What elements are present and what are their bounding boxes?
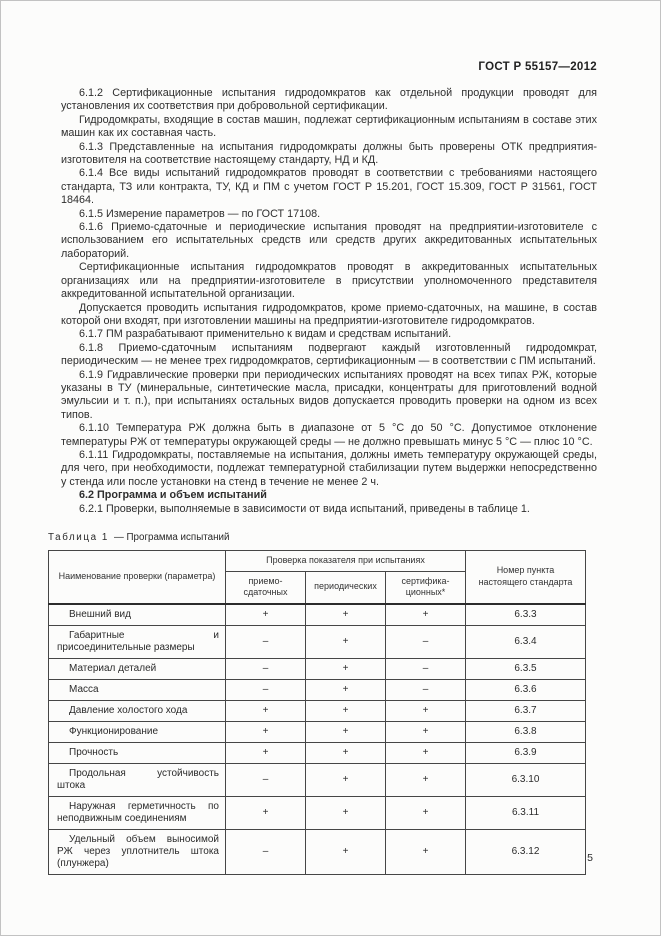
cell-periodic: + [306,829,386,874]
cell-acceptance: + [226,700,306,721]
cell-periodic: + [306,604,386,626]
paragraph-6-1-10: 6.1.10 Температура РЖ должна быть в диапазоне от 5 °С до 50 °С. Допустимое отклонение температуры РЖ от температуры окружающей среды — не должно превышать минус 5 °С — плюс 10 °С. [61,422,597,448]
col-header-clause: Номер пункта настоящего стандарта [466,551,586,604]
cell-clause: 6.3.11 [466,796,586,829]
test-program-table [48,550,586,875]
cell-clause: 6.3.3 [466,604,586,626]
table-caption [48,532,597,543]
paragraph-hydrojacks-in-machines: Гидродомкраты, входящие в состав машин, подлежат сертификационным испытаниям в составе этих машин как их составная часть. [61,113,597,140]
cell-clause: 6.3.10 [466,763,586,796]
page-number: 5 [587,852,593,864]
cell-certification: – [386,625,466,658]
paragraph-6-2-1: 6.2.1 Проверки, выполняемые в зависимости от вида испытаний, приведены в таблице 1. [79,502,530,515]
document-body [61,87,597,516]
cell-parameter: Продольная устойчивость штока [49,763,226,796]
col-header-group: Проверка показателя при испытаниях [226,551,466,572]
table-row [49,721,586,742]
table-row [49,604,586,626]
cell-acceptance: – [226,625,306,658]
paragraph-6-1-4: 6.1.4 Все виды испытаний гидродомкратов проводят в соответствии с требованиями настоящего стандарта, ТЗ или контракта, ТУ, КД и ПМ с учетом ГОСТ Р 15.201, ГОСТ 15.309, ГОСТ Р 31561, ГОСТ 18464. [61,167,597,207]
cell-certification: + [386,700,466,721]
cell-parameter: Функционирование [49,721,226,742]
table-header-row-1 [49,551,586,572]
table-row [49,796,586,829]
cell-periodic: + [306,700,386,721]
table-caption-text: — Программа испытаний [113,532,230,543]
cell-clause: 6.3.4 [466,625,586,658]
cell-acceptance: – [226,679,306,700]
cell-parameter: Материал деталей [49,658,226,679]
cell-periodic: + [306,721,386,742]
cell-periodic: + [306,679,386,700]
cell-parameter: Прочность [49,742,226,763]
cell-clause: 6.3.8 [466,721,586,742]
paragraph-6-1-2: 6.1.2 Сертификационные испытания гидродомкратов как отдельной продукции проводят для установления их соответствия при добровольной сертификации. [61,87,597,113]
table-row [49,829,586,874]
cell-periodic: + [306,796,386,829]
paragraph-certification-tests: Сертификационные испытания гидродомкратов проводят в аккредитованных испытательных организациях или на предприятии-изготовителе в присутствии уполномоченного представителя аккредитованной испытательной организации. [61,261,597,301]
cell-periodic: + [306,763,386,796]
cell-clause: 6.3.7 [466,700,586,721]
section-heading-6-2: 6.2 Программа и объем испытаний [79,489,267,502]
paragraph-6-1-8: 6.1.8 Приемо-сдаточным испытаниям подвергают каждый изготовленный гидродомкрат, периодическим — не менее трех гидродомкратов, сертификационным — в соответствии с ПМ испытаний. [61,341,597,368]
cell-parameter: Габаритные и присоединительные размеры [49,625,226,658]
cell-clause: 6.3.12 [466,829,586,874]
cell-certification: + [386,829,466,874]
cell-periodic: + [306,742,386,763]
cell-acceptance: + [226,742,306,763]
cell-parameter: Внешний вид [49,604,226,626]
col-header-parameter: Наименование проверки (параметра) [49,551,226,604]
cell-certification: + [386,721,466,742]
table-row [49,625,586,658]
cell-clause: 6.3.5 [466,658,586,679]
col-header-certification: сертифика-ционных* [386,571,466,604]
cell-parameter: Наружная герметичность по неподвижным соединениям [49,796,226,829]
cell-certification: + [386,742,466,763]
paragraph-6-1-9: 6.1.9 Гидравлические проверки при периодических испытаниях проводят на всех типах РЖ, которые указаны в ТУ (минеральные, синтетические масла, присадки, концентраты для приготовлений водной эмульсии и т. п.), при испытаниях остальных видов допускается проводить проверки на одном из всех типов. [61,368,597,421]
cell-certification: – [386,658,466,679]
cell-acceptance: – [226,658,306,679]
cell-certification: + [386,796,466,829]
cell-clause: 6.3.6 [466,679,586,700]
table-row [49,700,586,721]
col-header-periodic: периодических [306,571,386,604]
paragraph-6-1-6: 6.1.6 Приемо-сдаточные и периодические испытания проводят на предприятии-изготовителе с использованием его испытательных средств или средств других аккредитованных испытательных лабораторий. [61,221,597,260]
cell-acceptance: + [226,796,306,829]
table-row [49,679,586,700]
paragraph-allowed-tests: Допускается проводить испытания гидродомкратов, кроме приемо-сдаточных, на машине, в состав которой они входят, при изготовлении машины на предприятии-изготовителе гидродомкратов. [61,301,597,327]
cell-clause: 6.3.9 [466,742,586,763]
paragraph-6-1-5: 6.1.5 Измерение параметров — по ГОСТ 17108. [79,207,321,220]
paragraph-6-1-11: 6.1.11 Гидродомкраты, поставляемые на испытания, должны иметь температуру окружающей среды, для чего, при необходимости, подлежат температурной стабилизации путем выдержки непосредственно у стенда или после установки на стенд в течение не менее 2 ч. [61,448,597,488]
table-caption-label: Таблица 1 [48,532,109,543]
cell-acceptance: – [226,829,306,874]
cell-certification: + [386,763,466,796]
table-row [49,658,586,679]
cell-periodic: + [306,658,386,679]
cell-acceptance: + [226,604,306,626]
cell-parameter: Давление холостого хода [49,700,226,721]
cell-certification: + [386,604,466,626]
cell-parameter: Удельный объем выносимой РЖ через уплотнитель штока (плунжера) [49,829,226,874]
cell-certification: – [386,679,466,700]
cell-parameter: Масса [49,679,226,700]
cell-acceptance: + [226,721,306,742]
col-header-acceptance: приемо-сдаточных [226,571,306,604]
table-row [49,763,586,796]
table-row [49,742,586,763]
cell-periodic: + [306,625,386,658]
standard-designation: ГОСТ Р 55157—2012 [478,61,597,73]
paragraph-6-1-3: 6.1.3 Представленные на испытания гидродомкраты должны быть проверены ОТК предприятия-изготовителя на соответствие настоящему стандарту, НД и КД. [61,140,597,167]
cell-acceptance: – [226,763,306,796]
paragraph-6-1-7: 6.1.7 ПМ разрабатывают применительно к видам и средствам испытаний. [79,328,452,341]
